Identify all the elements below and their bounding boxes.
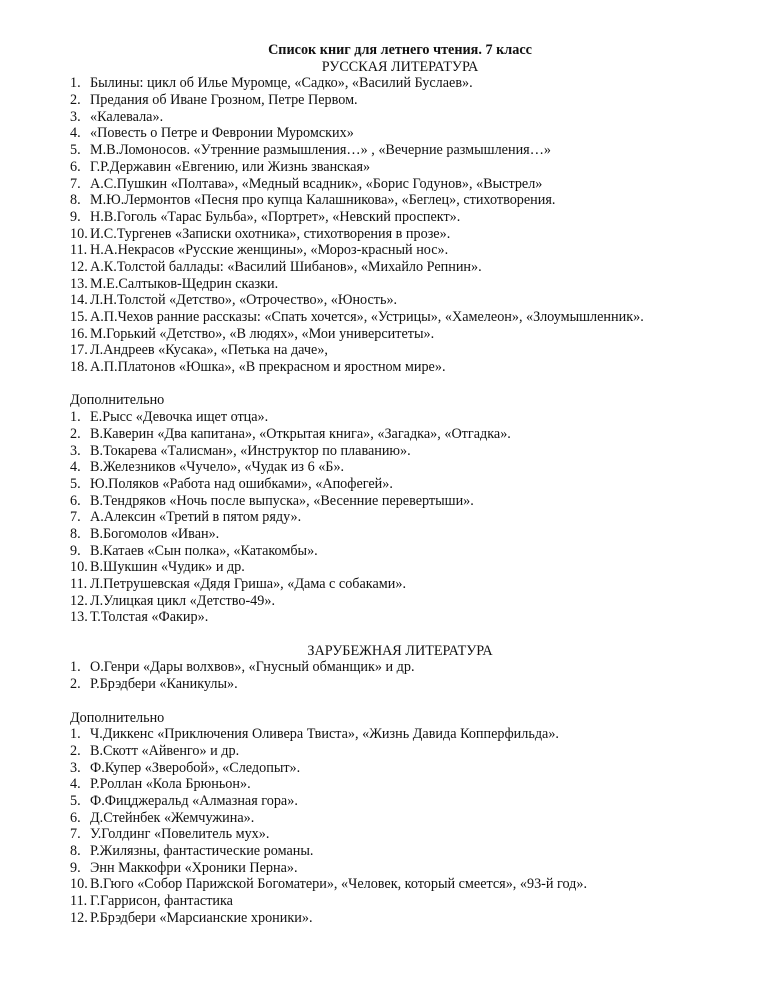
list-item-text: У.Голдинг «Повелитель мух». (90, 826, 270, 843)
list-item (70, 259, 730, 276)
list-item-text: Т.Толстая «Факир». (90, 609, 209, 626)
list-item-text: В.Богомолов «Иван». (90, 525, 220, 542)
list-item (70, 276, 730, 293)
list-item-number: 11. (70, 242, 88, 259)
list-item-number: 17. (70, 342, 88, 359)
list-item-text: В.Катаев «Сын полка», «Катакомбы». (90, 542, 318, 559)
list-item (70, 142, 730, 159)
list-item (70, 493, 730, 510)
section-russian-literature (70, 59, 730, 376)
list-item-text: Р.Роллан «Кола Брюньон». (90, 776, 251, 793)
section-heading: ЗАРУБЕЖНАЯ ЛИТЕРАТУРА (307, 642, 493, 659)
list-item-text: Н.А.Некрасов «Русские женщины», «Мороз-красный нос». (90, 242, 449, 259)
list-item-text: Р.Брэдбери «Каникулы». (90, 676, 238, 693)
list-item-text: А.Алексин «Третий в пятом ряду». (90, 509, 302, 526)
list-item (70, 793, 730, 810)
list-item-number: 15. (70, 309, 88, 325)
list-item (70, 109, 730, 126)
list-item (70, 192, 730, 209)
section-heading: РУССКАЯ ЛИТЕРАТУРА (321, 58, 479, 75)
list-item-number: 8. (70, 525, 81, 542)
list-item-text: «Повесть о Петре и Февронии Муромских» (90, 125, 354, 142)
list-item-number: 10. (70, 876, 88, 893)
list-item-number: 2. (70, 742, 81, 759)
list-item-text: Ф.Фицджеральд «Алмазная гора». (90, 792, 298, 809)
list-item-number: 1. (70, 75, 81, 92)
list-item-number: 12. (70, 592, 88, 609)
list-item (70, 342, 730, 359)
list-item (70, 609, 730, 626)
list-item-text: «Калевала». (90, 108, 164, 125)
list-item-text: В.Шукшин «Чудик» и др. (90, 559, 245, 576)
list-item-number: 6. (70, 158, 81, 175)
list-item-text: Ч.Диккенс «Приключения Оливера Твиста», «Жизнь Давида Копперфильда». (90, 726, 559, 743)
section-heading: Дополнительно (70, 709, 165, 726)
book-list (70, 659, 730, 692)
book-list (70, 726, 730, 926)
list-item (70, 209, 730, 226)
list-item-number: 8. (70, 843, 81, 859)
list-item (70, 92, 730, 109)
list-item-text: Ф.Купер «Зверобой», «Следопыт». (90, 759, 301, 776)
list-item-number: 9. (70, 859, 81, 876)
list-item-text: Н.В.Гоголь «Тарас Бульба», «Портрет», «Невский проспект». (90, 208, 461, 225)
list-item-number: 3. (70, 442, 81, 459)
list-item (70, 242, 730, 259)
list-item-number: 16. (70, 325, 88, 342)
list-item-text: Л.Андреев «Кусака», «Петька на даче», (90, 342, 328, 359)
list-item-text: М.Ю.Лермонтов «Песня про купца Калашникова», «Беглец», стихотворения. (90, 192, 556, 209)
list-item-number: 11. (70, 893, 88, 910)
section-additional-foreign (70, 710, 730, 927)
section-additional-russian (70, 392, 730, 626)
list-item-text: А.С.Пушкин «Полтава», «Медный всадник», «Борис Годунов», «Выстрел» (90, 175, 543, 192)
list-item (70, 326, 730, 343)
list-item-number: 1. (70, 409, 81, 426)
list-item-number: 5. (70, 792, 81, 809)
list-item-text: Г.Гаррисон, фантастика (90, 893, 233, 910)
list-item-text: А.П.Платонов «Юшка», «В прекрасном и яростном мире». (90, 359, 446, 376)
list-item-number: 6. (70, 809, 81, 826)
list-item (70, 810, 730, 827)
list-item-text: И.С.Тургенев «Записки охотника», стихотворения в прозе». (90, 225, 451, 242)
list-item (70, 776, 730, 793)
list-item-text: В.Каверин «Два капитана», «Открытая книга», «Загадка», «Отгадка». (90, 425, 511, 442)
list-item-text: В.Тендряков «Ночь после выпуска», «Весенние перевертыши». (90, 492, 474, 509)
list-item-text: Г.Р.Державин «Евгению, или Жизнь званская» (90, 158, 371, 175)
list-item-number: 10. (70, 225, 88, 242)
list-item-text: Энн Маккофри «Хроники Перна». (90, 859, 298, 876)
list-item-text: В.Токарева «Талисман», «Инструктор по плаванию». (90, 442, 411, 459)
list-item-text: Р.Жилязны, фантастические романы. (90, 843, 314, 859)
list-item (70, 409, 730, 426)
list-item-number: 7. (70, 826, 81, 843)
list-item-number: 18. (70, 359, 88, 376)
list-item-number: 2. (70, 425, 81, 442)
document-page (70, 42, 730, 926)
list-item (70, 543, 730, 560)
list-item-number: 9. (70, 208, 81, 225)
list-item (70, 459, 730, 476)
list-item-text: Предания об Иване Грозном, Петре Первом. (90, 92, 358, 109)
list-item (70, 359, 730, 376)
list-item-text: М.Горький «Детство», «В людях», «Мои университеты». (90, 325, 435, 342)
list-item-number: 2. (70, 92, 81, 109)
list-item (70, 593, 730, 610)
list-item-number: 14. (70, 292, 88, 309)
list-item (70, 743, 730, 760)
list-item-text: Былины: цикл об Илье Муромце, «Садко», «Василий Буслаев». (90, 75, 473, 92)
list-item (70, 226, 730, 243)
list-item-number: 13. (70, 609, 88, 626)
list-item (70, 893, 730, 910)
list-item-number: 10. (70, 559, 88, 576)
list-item-number: 11. (70, 576, 88, 592)
list-item-number: 4. (70, 776, 81, 793)
list-item-text: М.Е.Салтыков-Щедрин сказки. (90, 275, 279, 292)
list-item-text: О.Генри «Дары волхвов», «Гнусный обманщик» и др. (90, 659, 415, 676)
list-item (70, 309, 730, 326)
document-title: Список книг для летнего чтения. 7 класс (268, 42, 532, 58)
list-item-number: 1. (70, 726, 81, 743)
list-item-text: Ю.Поляков «Работа над ошибками», «Апофегей». (90, 475, 393, 492)
section-foreign-literature (70, 643, 730, 693)
list-item-number: 7. (70, 175, 81, 192)
list-item-text: В.Скотт «Айвенго» и др. (90, 742, 240, 759)
list-item-text: Л.Н.Толстой «Детство», «Отрочество», «Юность». (90, 292, 398, 309)
list-item-number: 4. (70, 125, 81, 142)
list-item-number: 5. (70, 475, 81, 492)
list-item-number: 3. (70, 759, 81, 776)
list-item-number: 7. (70, 509, 81, 526)
section-heading: Дополнительно (70, 392, 165, 409)
list-item-number: 12. (70, 258, 88, 275)
list-item-text: В.Железников «Чучело», «Чудак из 6 «Б». (90, 459, 345, 476)
list-item-number: 3. (70, 108, 81, 125)
list-item-number: 4. (70, 459, 81, 476)
list-item-number: 12. (70, 909, 88, 926)
list-item-text: Е.Рысс «Девочка ищет отца». (90, 409, 269, 426)
list-item (70, 159, 730, 176)
book-list (70, 75, 730, 375)
list-item-text: М.В.Ломоносов. «Утренние размышления…» , «Вечерние размышления…» (90, 142, 551, 159)
list-item (70, 125, 730, 142)
list-item (70, 826, 730, 843)
list-item (70, 860, 730, 877)
list-item (70, 676, 730, 693)
list-item (70, 659, 730, 676)
list-item-number: 9. (70, 542, 81, 559)
list-item (70, 559, 730, 576)
list-item-number: 1. (70, 659, 81, 676)
list-item-text: Р.Брэдбери «Марсианские хроники». (90, 909, 313, 926)
list-item-number: 2. (70, 676, 81, 693)
list-item (70, 292, 730, 309)
list-item (70, 910, 730, 927)
list-item (70, 476, 730, 493)
list-item-text: В.Гюго «Собор Парижской Богоматери», «Человек, который смеется», «93-й год». (90, 876, 588, 893)
list-item (70, 576, 730, 593)
list-item-number: 8. (70, 192, 81, 209)
list-item (70, 760, 730, 777)
list-item-text: Д.Стейнбек «Жемчужина». (90, 809, 255, 826)
list-item-text: А.К.Толстой баллады: «Василий Шибанов», «Михайло Репнин». (90, 258, 482, 275)
list-item (70, 526, 730, 543)
list-item-text: Л.Улицкая цикл «Детство-49». (90, 592, 275, 609)
list-item-text: Л.Петрушевская «Дядя Гриша», «Дама с собаками». (90, 576, 406, 592)
book-list (70, 409, 730, 626)
list-item-number: 13. (70, 275, 88, 292)
list-item (70, 176, 730, 193)
list-item (70, 443, 730, 460)
list-item (70, 75, 730, 92)
list-item-number: 5. (70, 142, 81, 159)
list-item (70, 843, 730, 860)
list-item (70, 876, 730, 893)
list-item (70, 426, 730, 443)
list-item (70, 509, 730, 526)
list-item-text: А.П.Чехов ранние рассказы: «Спать хочется», «Устрицы», «Хамелеон», «Злоумышленник». (90, 309, 644, 325)
list-item-number: 6. (70, 492, 81, 509)
list-item (70, 726, 730, 743)
